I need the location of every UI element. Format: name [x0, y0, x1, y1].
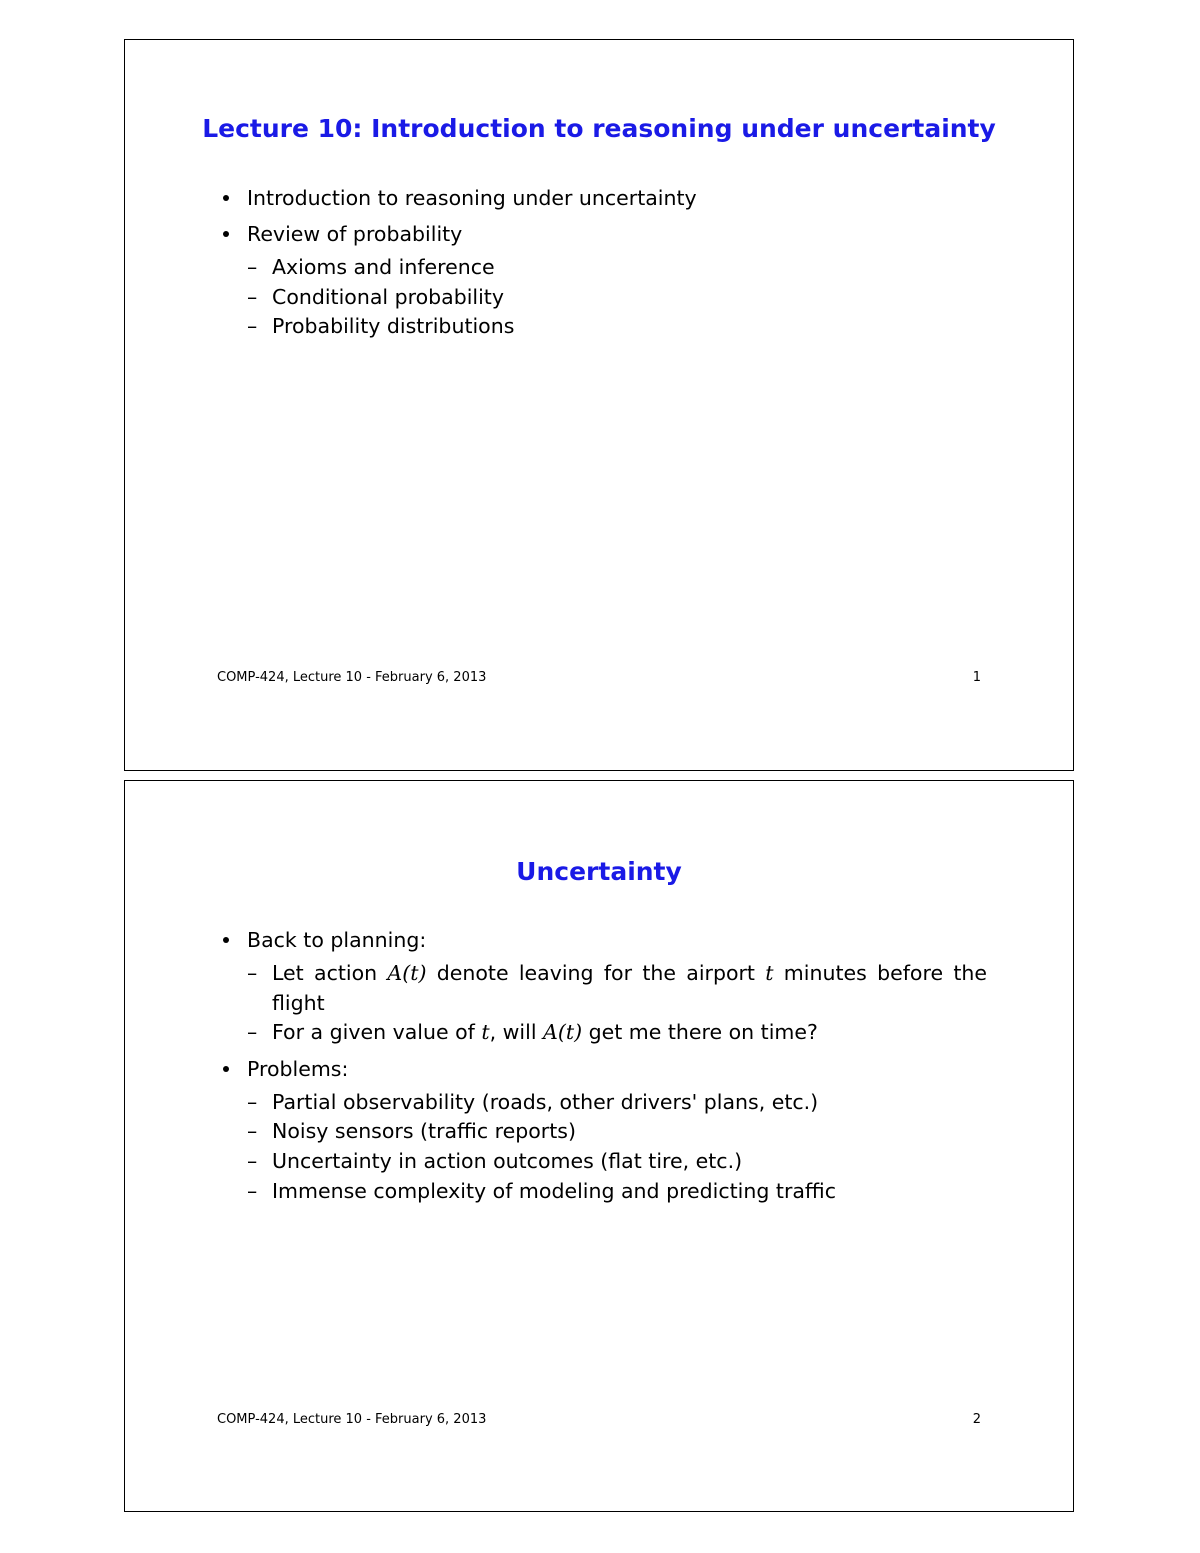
- sub-list: [221, 959, 987, 1048]
- sub-text: Immense complexity of modeling and predicting traffic: [272, 1178, 837, 1203]
- sub-text-middle: , will: [489, 1020, 544, 1045]
- bullet-text: Introduction to reasoning under uncertainty: [247, 186, 697, 210]
- bullet-item: [221, 925, 987, 955]
- bullet-item: [221, 183, 987, 213]
- sub-item: [221, 1117, 987, 1147]
- dash-icon: –: [247, 314, 258, 339]
- sub-item: [221, 1018, 987, 1048]
- math-expression: A(t): [387, 961, 427, 985]
- dash-icon: –: [247, 1148, 258, 1173]
- slide-content: [221, 925, 987, 1206]
- dash-icon: –: [247, 1089, 258, 1114]
- sub-list: [221, 1088, 987, 1206]
- sub-list: [221, 253, 987, 342]
- sub-text: Probability distributions: [272, 314, 515, 339]
- math-expression: t: [765, 961, 774, 985]
- bullet-dot-icon: [223, 231, 229, 237]
- page-number: 1: [972, 670, 981, 685]
- dash-icon: –: [247, 1178, 258, 1203]
- bullet-item: [221, 219, 987, 249]
- bullet-item: [221, 1054, 987, 1084]
- sub-item: [221, 1177, 987, 1207]
- sub-text: Partial observability (roads, other drivers' plans, etc.): [272, 1089, 819, 1114]
- page-number: 2: [972, 1412, 981, 1427]
- sub-text-suffix: get me there on time?: [582, 1020, 818, 1045]
- sub-text: Conditional probability: [272, 284, 504, 309]
- bullet-dot-icon: [223, 195, 229, 201]
- footer-text: COMP-424, Lecture 10 - February 6, 2013: [217, 670, 487, 685]
- dash-icon: –: [247, 255, 258, 279]
- bullet-dot-icon: [223, 937, 229, 943]
- bullet-text: Review of probability: [247, 222, 463, 246]
- sub-text: Uncertainty in action outcomes (flat tire, etc.): [272, 1148, 743, 1173]
- dash-icon: –: [247, 1020, 258, 1045]
- math-expression: t: [481, 1020, 490, 1045]
- sub-text-middle: denote leaving for the airport: [426, 961, 766, 985]
- sub-item: [221, 312, 987, 342]
- slide-2: [124, 780, 1074, 1512]
- slide-footer: [217, 670, 981, 685]
- sub-item: [221, 1088, 987, 1118]
- slide-title: Lecture 10: Introduction to reasoning under uncertainty: [202, 114, 996, 143]
- sub-item: [221, 283, 987, 313]
- slide-1: [124, 39, 1074, 771]
- sub-text-prefix: For a given value of: [272, 1020, 482, 1045]
- dash-icon: –: [247, 961, 258, 985]
- sub-text: Noisy sensors (traffic reports): [272, 1119, 576, 1144]
- bullet-text: Problems:: [247, 1056, 349, 1081]
- slide-content: [221, 183, 987, 342]
- slide-title: Uncertainty: [516, 857, 682, 886]
- sub-item: [221, 1147, 987, 1177]
- sub-text-suffix: minutes before the flight: [272, 961, 987, 1015]
- dash-icon: –: [247, 1119, 258, 1144]
- dash-icon: –: [247, 284, 258, 309]
- sub-text-prefix: Let action: [272, 961, 388, 985]
- sub-text: Axioms and inference: [272, 255, 495, 279]
- bullet-dot-icon: [223, 1066, 229, 1072]
- slide-footer: [217, 1412, 981, 1427]
- math-expression: A(t): [543, 1020, 583, 1045]
- sub-item: [221, 253, 987, 283]
- bullet-text: Back to planning:: [247, 928, 427, 952]
- sub-item: [221, 959, 987, 1018]
- footer-text: COMP-424, Lecture 10 - February 6, 2013: [217, 1412, 487, 1427]
